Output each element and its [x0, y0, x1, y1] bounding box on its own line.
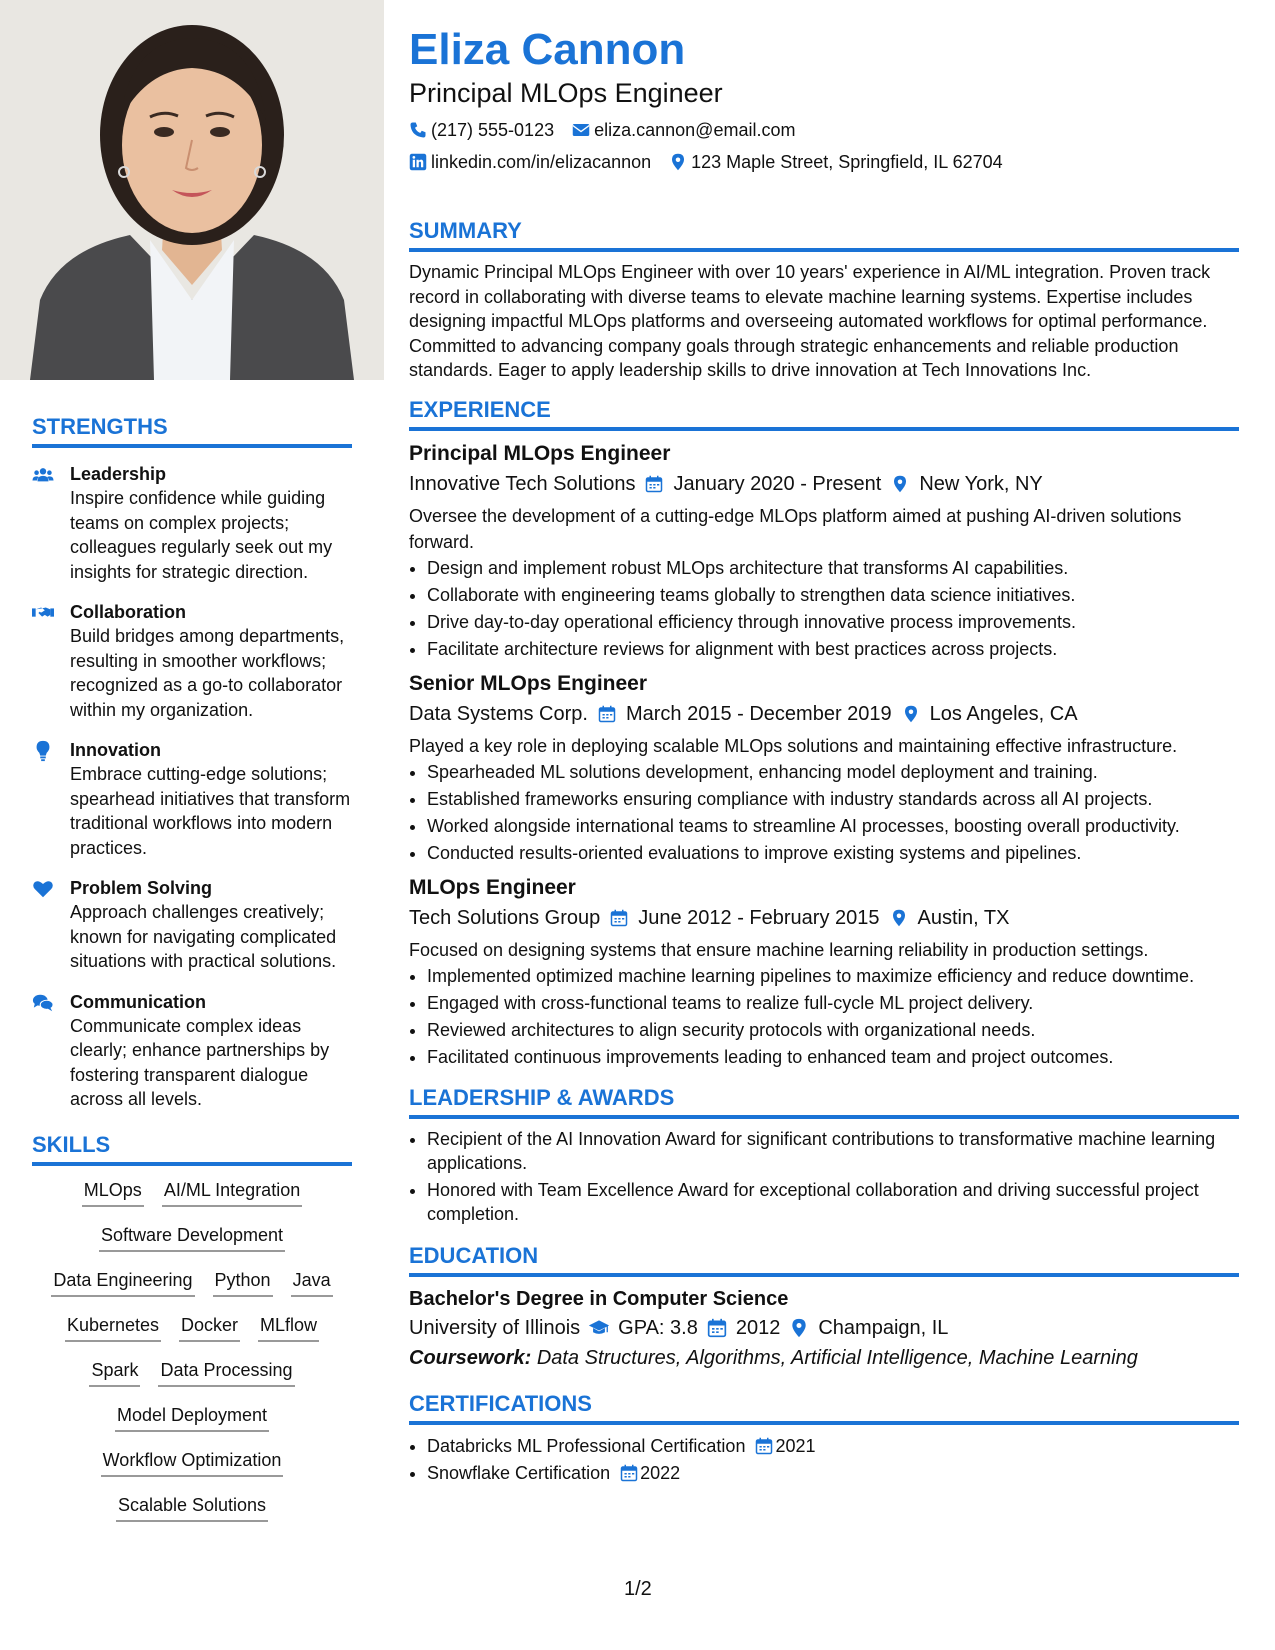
- skill-tag: Data Engineering: [51, 1268, 194, 1297]
- job-dates: January 2020 - Present: [673, 472, 882, 495]
- job-desc: Focused on designing systems that ensure machine learning reliability in production settings.: [409, 939, 1149, 960]
- award-item: • Recipient of the AI Innovation Award for significant contributions to transformative machine learning applications.: [427, 1127, 1239, 1176]
- skill-tag: Workflow Optimization: [101, 1448, 284, 1477]
- map-pin-icon: [902, 704, 920, 724]
- strength-desc: Communicate complex ideas clearly; enhance partnerships by fostering transparent dialogue across all levels.: [70, 1015, 330, 1109]
- strength-item: [32, 600, 352, 722]
- strengths-list: [32, 462, 352, 1112]
- job-bullet: • Worked alongside international teams to streamline AI processes, boosting overall productivity.: [427, 813, 1239, 840]
- contact-row: [409, 150, 1239, 174]
- coursework-text: Data Structures, Algorithms, Artificial Intelligence, Machine Learning: [536, 1346, 1138, 1369]
- job-entry: [409, 439, 1239, 663]
- job-bullet: • Facilitate architecture reviews for alignment with best practices across projects.: [427, 636, 1239, 663]
- graduation-year: 2012: [735, 1316, 781, 1339]
- candidate-name: Eliza Cannon: [409, 25, 686, 74]
- page-number: 1/2: [624, 1578, 652, 1600]
- skill-tag: Java: [291, 1268, 333, 1297]
- certifications-heading: CERTIFICATIONS: [409, 1391, 1239, 1425]
- skill-tag: AI/ML Integration: [162, 1178, 302, 1207]
- job-title: MLOps Engineer: [409, 875, 576, 899]
- certification-item: [427, 1433, 1239, 1460]
- skills-list: [32, 1178, 352, 1538]
- job-dates: March 2015 - December 2019: [625, 702, 892, 725]
- job-company: Data Systems Corp.: [409, 702, 588, 725]
- strength-item: [32, 462, 352, 584]
- skill-tag: Model Deployment: [115, 1403, 269, 1432]
- profile-photo: [0, 0, 384, 380]
- job-desc: Played a key role in deploying scalable MLOps solutions and maintaining effective infrastructure.: [409, 735, 1178, 756]
- phone-icon: [409, 121, 427, 139]
- coursework: [409, 1343, 1239, 1373]
- certification-name: • Databricks ML Professional Certification: [427, 1435, 746, 1456]
- skill-tag: MLOps: [82, 1178, 144, 1207]
- main-content: [409, 24, 1239, 1487]
- job-company: Innovative Tech Solutions: [409, 472, 636, 495]
- linkedin-contact[interactable]: [409, 150, 651, 174]
- map-pin-icon: [669, 153, 687, 171]
- job-bullet: • Conducted results-oriented evaluations to improve existing systems and pipelines.: [427, 840, 1239, 867]
- job-bullets: [409, 963, 1239, 1071]
- email-contact[interactable]: [572, 118, 795, 142]
- skill-tag: Spark: [89, 1358, 140, 1387]
- coursework-label: Coursework:: [409, 1346, 532, 1369]
- job-bullet: • Collaborate with engineering teams globally to strengthen data science initiatives.: [427, 582, 1239, 609]
- school-name: University of Illinois: [409, 1316, 581, 1339]
- calendar-icon: [598, 704, 616, 724]
- job-company: Tech Solutions Group: [409, 906, 601, 929]
- strength-desc: Inspire confidence while guiding teams on complex projects; colleagues regularly seek out my insights for strategic direction.: [70, 488, 333, 582]
- certification-year: 2022: [640, 1462, 681, 1483]
- certifications-section: [409, 1391, 1239, 1487]
- graduation-cap-icon: [588, 1318, 610, 1338]
- lightbulb-icon: [32, 738, 70, 860]
- skill-row: [32, 1313, 352, 1358]
- linkedin-text: linkedin.com/in/elizacannon: [431, 152, 652, 172]
- awards-list: [409, 1127, 1239, 1227]
- strength-title: Collaboration: [70, 602, 186, 622]
- email-text: eliza.cannon@email.com: [594, 120, 796, 140]
- phone-text: (217) 555-0123: [431, 120, 555, 140]
- calendar-icon: [620, 1464, 638, 1482]
- strength-item: [32, 738, 352, 860]
- skill-row: [32, 1448, 352, 1493]
- gpa-text: GPA: 3.8: [618, 1316, 698, 1339]
- job-title: Senior MLOps Engineer: [409, 671, 648, 695]
- job-bullet: • Implemented optimized machine learning pipelines to maximize efficiency and reduce downtime.: [427, 963, 1239, 990]
- heart-icon: [32, 876, 70, 974]
- job-bullet: • Design and implement robust MLOps architecture that transforms AI capabilities.: [427, 555, 1239, 582]
- summary-text: Dynamic Principal MLOps Engineer with over 10 years' experience in AI/ML integration. Proven track record in collaborating with diverse teams to elevate machine learning systems. Expertise includes designing impactful MLOps platforms and overseeing automated workflows for optimal performance. Committed to advancing company goals through strategic enhancements and reliable production standards. Eager to apply leadership skills to drive innovation at Tech Innovations Inc.: [409, 262, 1211, 380]
- job-bullet: • Spearheaded ML solutions development, enhancing model deployment and training.: [427, 759, 1239, 786]
- strength-title: Communication: [70, 991, 207, 1012]
- strength-item: [32, 876, 352, 974]
- awards-heading: LEADERSHIP & AWARDS: [409, 1085, 1239, 1119]
- strength-title: Innovation: [70, 740, 161, 760]
- skill-tag: Docker: [179, 1313, 240, 1342]
- address-contact: [669, 150, 1003, 174]
- skill-row: [32, 1493, 352, 1538]
- skill-row: [32, 1223, 352, 1268]
- skill-row: [32, 1403, 352, 1448]
- job-bullet: • Facilitated continuous improvements leading to enhanced team and project outcomes.: [427, 1044, 1239, 1071]
- skill-row: [32, 1358, 352, 1403]
- skill-tag: Kubernetes: [65, 1313, 161, 1342]
- candidate-role: Principal MLOps Engineer: [409, 78, 723, 108]
- job-entry: [409, 669, 1239, 867]
- award-item: • Honored with Team Excellence Award for exceptional collaboration and driving successful project completion.: [427, 1178, 1239, 1227]
- job-location: Austin, TX: [917, 906, 1010, 929]
- calendar-icon: [645, 474, 663, 494]
- job-bullet: • Established frameworks ensuring compliance with industry standards across all AI projects.: [427, 786, 1239, 813]
- education-heading: EDUCATION: [409, 1243, 1239, 1277]
- job-location: Los Angeles, CA: [929, 702, 1078, 725]
- strength-title: Leadership: [70, 464, 167, 484]
- job-dates: June 2012 - February 2015: [638, 906, 880, 929]
- contact-row: [409, 118, 1239, 142]
- skills-heading: SKILLS: [32, 1132, 352, 1166]
- map-pin-icon: [891, 474, 909, 494]
- summary-heading: SUMMARY: [409, 218, 1239, 252]
- sidebar: [0, 0, 384, 1650]
- map-pin-icon: [788, 1318, 810, 1338]
- degree-title: Bachelor's Degree in Computer Science: [409, 1287, 789, 1310]
- experience-section: [409, 397, 1239, 1071]
- address-text: 123 Maple Street, Springfield, IL 62704: [691, 152, 1003, 172]
- certification-year: 2021: [775, 1435, 816, 1456]
- certification-name: • Snowflake Certification: [427, 1462, 611, 1483]
- education-section: [409, 1243, 1239, 1373]
- job-bullet: • Drive day-to-day operational efficiency through innovative process improvements.: [427, 609, 1239, 636]
- skill-tag: Software Development: [99, 1223, 285, 1252]
- strength-desc: Approach challenges creatively; known for navigating complicated situations with practical solutions.: [70, 902, 337, 971]
- linkedin-icon: [409, 153, 427, 171]
- map-pin-icon: [890, 908, 908, 928]
- certifications-list: [409, 1433, 1239, 1487]
- calendar-icon: [610, 908, 628, 928]
- job-title: Principal MLOps Engineer: [409, 441, 671, 465]
- users-icon: [32, 462, 70, 584]
- awards-section: [409, 1085, 1239, 1227]
- envelope-icon: [572, 121, 590, 139]
- experience-heading: EXPERIENCE: [409, 397, 1239, 431]
- strengths-heading: STRENGTHS: [32, 414, 352, 448]
- strength-desc: Embrace cutting-edge solutions; spearhead initiatives that transform traditional workflows into modern practices.: [70, 764, 351, 858]
- skill-tag: Scalable Solutions: [116, 1493, 268, 1522]
- portrait-illustration: [0, 0, 384, 380]
- strength-title: Problem Solving: [70, 878, 213, 898]
- sidebar-content: [32, 414, 352, 1538]
- strength-desc: Build bridges among departments, resulting in smoother workflows; recognized as a go-to collaborator within my organization.: [70, 626, 345, 720]
- comments-icon: [32, 990, 70, 1112]
- job-bullets: [409, 555, 1239, 663]
- job-bullets: [409, 759, 1239, 867]
- job-desc: Oversee the development of a cutting-edge MLOps platform aimed at pushing AI-driven solutions forward.: [409, 505, 1182, 552]
- phone-contact[interactable]: [409, 118, 554, 142]
- job-meta: [409, 699, 1239, 729]
- summary-section: [409, 218, 1239, 383]
- job-bullet: • Reviewed architectures to align security protocols with organizational needs.: [427, 1017, 1239, 1044]
- job-entry: [409, 873, 1239, 1071]
- education-meta: [409, 1313, 1239, 1343]
- calendar-icon: [755, 1437, 773, 1455]
- handshake-icon: [32, 600, 70, 722]
- calendar-icon: [706, 1318, 728, 1338]
- school-location: Champaign, IL: [818, 1316, 949, 1339]
- job-bullet: • Engaged with cross-functional teams to realize full-cycle ML project delivery.: [427, 990, 1239, 1017]
- skill-tag: Data Processing: [158, 1358, 294, 1387]
- strength-item: [32, 990, 352, 1112]
- certification-item: [427, 1460, 1239, 1487]
- skill-row: [32, 1268, 352, 1313]
- job-meta: [409, 469, 1239, 499]
- job-meta: [409, 903, 1239, 933]
- job-location: New York, NY: [919, 472, 1043, 495]
- skill-tag: Python: [213, 1268, 273, 1297]
- skill-tag: MLflow: [258, 1313, 319, 1342]
- skill-row: [32, 1178, 352, 1223]
